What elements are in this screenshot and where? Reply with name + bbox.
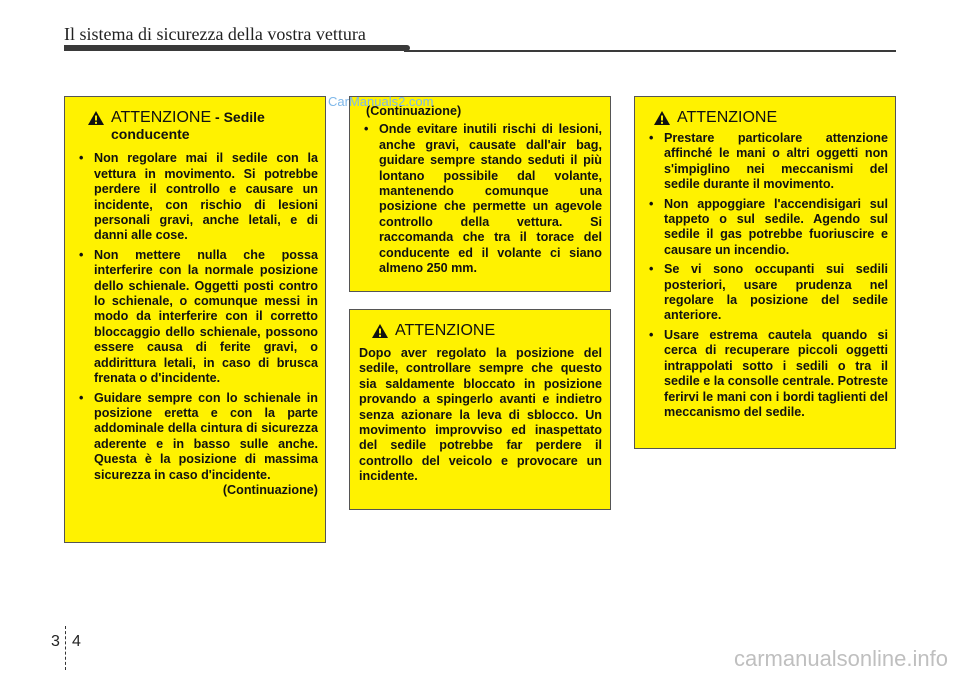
list-item: • Non appoggiare l'accendisigari sul tappeto o sul sedile. Agendo sul sedile il gas potrebbe fuoriuscire e causare un incendio. bbox=[643, 197, 888, 259]
warning-box-continued bbox=[349, 96, 611, 292]
warning-list bbox=[358, 122, 602, 276]
warning-box-seat bbox=[64, 96, 326, 543]
warning-header bbox=[73, 109, 318, 143]
page-number: 4 bbox=[72, 633, 81, 650]
footer-watermark: carmanualsonline.info bbox=[733, 646, 948, 671]
list-item: • Onde evitare inutili rischi di lesioni, anche gravi, causate dall'air bag, guidare sempre stando seduti il più lontano possibile dal volante, mantenendo comunque una posizione che permette un agevole controllo della vettura. Si raccomanda che tra il torace del conducente ed il volante ci siano almeno 250 mm. bbox=[358, 122, 602, 276]
warning-box-seat-mechanism bbox=[634, 96, 896, 449]
list-item: • Non mettere nulla che possa interferire con la normale posizione dello schienale. Oggetti posti contro lo schienale, o comunque messi in modo da interferire con il corretto bloccaggio dello schienale, possono essere causa di ferite gravi, o addirittura letali, in caso di brusca frenata o d'incidente. bbox=[73, 248, 318, 387]
warning-subtitle: - Sedile bbox=[211, 109, 265, 125]
warning-triangle-icon bbox=[371, 323, 389, 339]
list-item: • Guidare sempre con lo schienale in posizione eretta e con la parte addominale della cintura di sicurezza aderente e in basso sulle anche. Questa è la posizione di massima sicurezza in caso d'incidente. bbox=[73, 391, 318, 483]
warning-box-seat-lock bbox=[349, 309, 611, 510]
warning-list bbox=[73, 151, 318, 483]
warning-title: ATTENZIONE bbox=[677, 109, 778, 126]
warning-subtitle-line2: conducente bbox=[111, 126, 190, 142]
continuation-label: (Continuazione) bbox=[222, 482, 318, 497]
continuation-label: (Continuazione) bbox=[366, 104, 462, 118]
warning-triangle-icon bbox=[653, 110, 671, 126]
warning-list bbox=[643, 131, 888, 420]
list-item: • Prestare particolare attenzione affinché le mani o altri oggetti non s'impiglino nei meccanismi del sedile durante il movimento. bbox=[643, 131, 888, 193]
list-item: • Usare estrema cautela quando si cerca di recuperare piccoli oggetti intrappolati sotto i sedili o tra il sedile e la consolle centrale. Potreste ferirvi le mani con i bordi taglienti del meccanismo del sedile. bbox=[643, 328, 888, 420]
warning-header bbox=[359, 322, 602, 340]
header-rule bbox=[64, 45, 410, 51]
header-rule-thin bbox=[404, 50, 896, 52]
list-item: • Non regolare mai il sedile con la vettura in movimento. Si potrebbe perdere il controllo e causare un incidente, con rischio di lesioni personali gravi, anche letali, e di danni alle cose. bbox=[73, 151, 318, 243]
warning-triangle-icon bbox=[87, 110, 105, 126]
warning-header bbox=[643, 109, 888, 127]
list-item: • Se vi sono occupanti sui sedili posteriori, usare prudenza nel regolare la posizione del sedile anteriore. bbox=[643, 262, 888, 324]
warning-text: Dopo aver regolato la posizione del sedile, controllare sempre che questo sia saldamente bloccato in posizione provando a spingerlo avanti e indietro senza azionare la leva di sblocco. Un movimento improvviso ed inaspettato del sedile potrebbe far perdere il controllo del veicolo e provocare un incidente. bbox=[359, 346, 602, 484]
page-header-title: Il sistema di sicurezza della vostra vettura bbox=[64, 24, 366, 44]
warning-title: ATTENZIONE bbox=[111, 109, 212, 126]
page-number-divider bbox=[65, 626, 66, 670]
warning-title: ATTENZIONE bbox=[395, 322, 496, 339]
chapter-number: 3 bbox=[51, 633, 60, 650]
site-watermark: CarManuals2.com bbox=[328, 94, 434, 109]
